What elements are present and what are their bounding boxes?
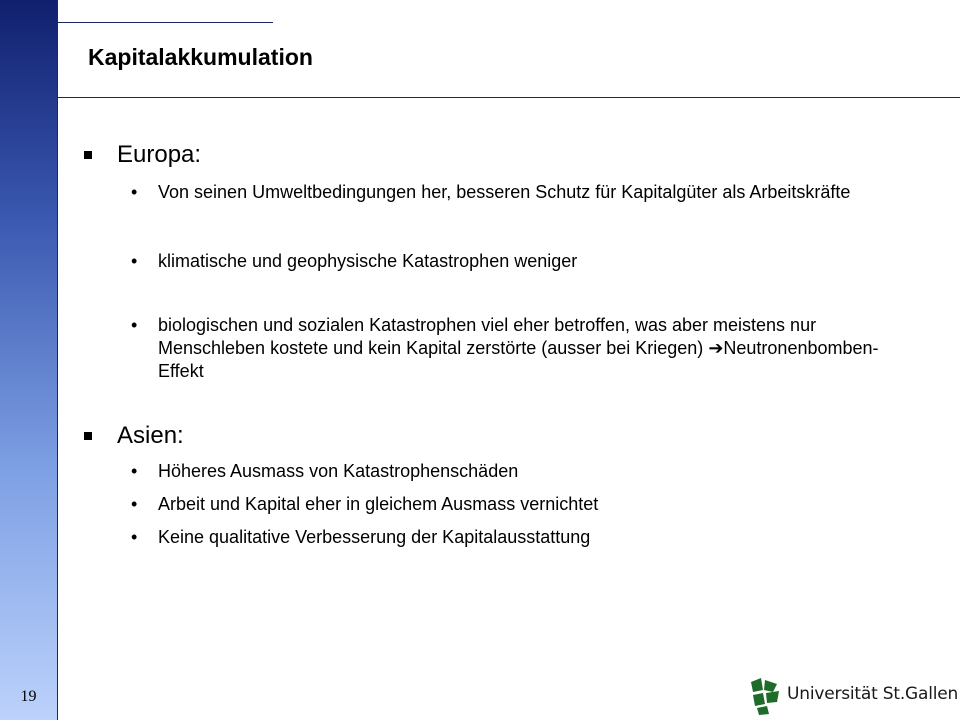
slide-content: [80, 140, 920, 549]
square-bullet-icon: [84, 151, 92, 159]
university-logo: [745, 672, 959, 720]
bullet-icon: •: [131, 527, 138, 547]
list-item: [80, 460, 920, 483]
list-item-text-continued: Neutronenbomben-Effekt: [158, 338, 879, 381]
list-item-text: Von seinen Umweltbedingungen her, besseren Schutz für Kapitalgüter als Arbeitskräfte: [158, 182, 851, 202]
square-bullet-icon: [84, 432, 92, 440]
section-heading-asien: [80, 421, 920, 451]
title-rule: [57, 97, 960, 98]
page-number: 19: [20, 688, 37, 705]
bullet-icon: •: [131, 315, 138, 335]
logo-text: Universität St.Gallen: [787, 684, 959, 704]
list-item-text: Arbeit und Kapital eher in gleichem Ausmass vernichtet: [158, 494, 599, 514]
arrow-right-icon: ➔: [708, 338, 724, 358]
list-item: [80, 526, 920, 549]
list-item: [80, 314, 920, 383]
top-rule: [57, 22, 273, 23]
bullet-icon: •: [131, 251, 138, 271]
list-item: [80, 493, 920, 516]
list-item: [80, 181, 920, 204]
list-item: [80, 250, 920, 273]
slide-title: Kapitalakkumulation: [88, 44, 313, 70]
bullet-icon: •: [131, 494, 138, 514]
section-heading-label: Asien:: [117, 422, 184, 449]
list-item-text: klimatische und geophysische Katastrophen weniger: [158, 251, 578, 271]
vertical-rule: [57, 0, 58, 720]
list-item-text: Höheres Ausmass von Katastrophenschäden: [158, 461, 519, 481]
side-gradient-band: [0, 0, 57, 720]
bullet-icon: •: [131, 182, 138, 202]
list-item-text: Keine qualitative Verbesserung der Kapitalausstattung: [158, 527, 591, 547]
list-item-text: biologischen und sozialen Katastrophen viel eher betroffen, was aber meistens nur Menschleben kostete und kein Kapital zerstörte (ausser bei Kriegen): [158, 315, 817, 358]
section-heading-europa: [80, 140, 920, 170]
hsg-logo-icon: [747, 676, 783, 716]
section-heading-label: Europa:: [117, 141, 202, 168]
bullet-icon: •: [131, 461, 138, 481]
